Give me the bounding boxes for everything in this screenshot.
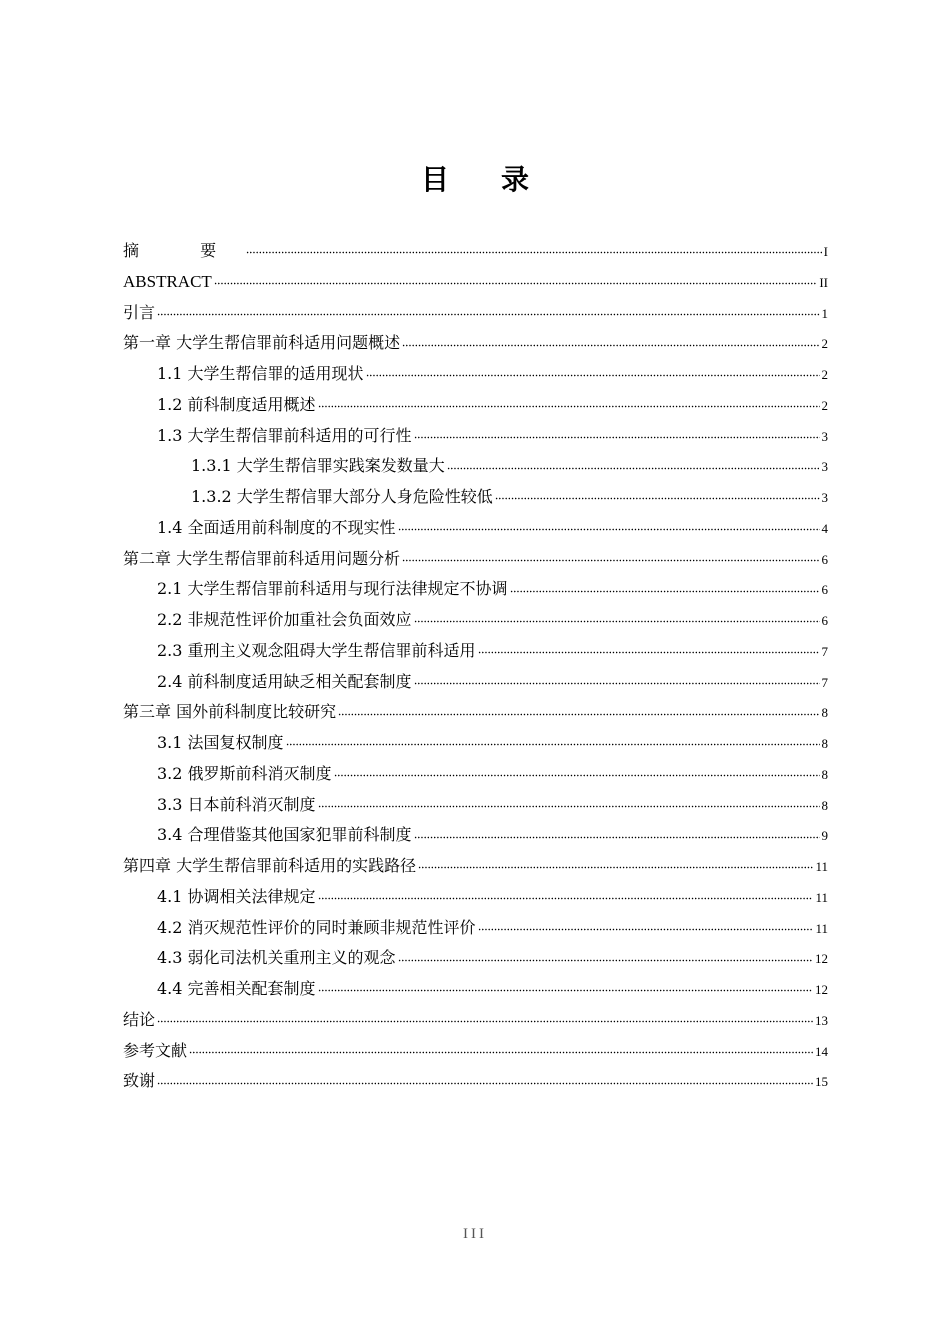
table-of-contents xyxy=(123,236,828,1097)
toc-entry-page-number: 3 xyxy=(821,490,828,505)
toc-entry[interactable] xyxy=(123,421,828,452)
toc-entry[interactable] xyxy=(123,267,828,298)
toc-entry-page-number: 8 xyxy=(821,766,828,782)
toc-entry-title: 致谢 xyxy=(123,1071,156,1091)
toc-entry-title: 1.3 大学生帮信罪前科适用的可行性 xyxy=(157,425,412,445)
dot-leader xyxy=(414,617,820,627)
toc-entry-page-number: 6 xyxy=(821,613,828,628)
page-number-footer: III xyxy=(463,1226,487,1242)
toc-entry-page-number: 11 xyxy=(815,889,828,905)
toc-entry[interactable] xyxy=(123,390,828,421)
toc-entry-page-number: 11 xyxy=(815,920,828,936)
toc-entry[interactable] xyxy=(123,1036,828,1067)
toc-title: 目录 xyxy=(420,163,581,196)
toc-entry-title: 3.4 合理借鉴其他国家犯罪前科制度 xyxy=(157,825,412,845)
toc-entry-title: 4.3 弱化司法机关重刑主义的观念 xyxy=(157,948,396,968)
toc-entry-title: 1.4 全面适用前科制度的不现实性 xyxy=(157,517,396,537)
toc-entry-title: 4.4 完善相关配套制度 xyxy=(157,979,316,998)
dot-leader xyxy=(189,1047,813,1057)
toc-entry-title: 1.2 前科制度适用概述 xyxy=(157,394,316,414)
toc-entry-page-number: 7 xyxy=(821,674,828,690)
toc-entry-page-number: 15 xyxy=(815,1074,828,1090)
toc-entry-page-number: 6 xyxy=(821,582,828,598)
dot-leader xyxy=(414,678,820,688)
toc-entry-title: 2.4 前科制度适用缺乏相关配套制度 xyxy=(157,671,412,691)
toc-entry[interactable] xyxy=(123,636,828,667)
dot-leader xyxy=(478,924,814,934)
dot-leader xyxy=(318,402,820,412)
toc-entry-title: 1.3.1 大学生帮信罪实践案发数量大 xyxy=(191,456,445,476)
toc-entry-title: 1.1 大学生帮信罪的适用现状 xyxy=(157,364,364,383)
toc-entry-page-number: 1 xyxy=(821,305,828,321)
toc-entry-page-number: 8 xyxy=(821,705,828,721)
toc-entry-page-number: 14 xyxy=(815,1043,828,1059)
toc-entry[interactable] xyxy=(123,1066,828,1097)
dot-leader xyxy=(447,463,820,473)
toc-entry-page-number: 6 xyxy=(821,551,828,567)
toc-entry-title: 3.3 日本前科消灭制度 xyxy=(157,794,316,814)
toc-entry[interactable] xyxy=(123,574,828,605)
dot-leader xyxy=(402,340,819,350)
toc-entry[interactable] xyxy=(123,697,828,728)
toc-entry-title: 2.3 重刑主义观念阻碍大学生帮信罪前科适用 xyxy=(157,640,476,660)
toc-entry-page-number: 9 xyxy=(821,828,828,844)
toc-entry-page-number: 8 xyxy=(821,736,828,751)
toc-entry-title: 3.1 法国复权制度 xyxy=(157,733,284,752)
dot-leader xyxy=(318,801,820,811)
dot-leader xyxy=(157,1017,813,1027)
toc-entry[interactable] xyxy=(123,605,828,636)
toc-entry-title: 引言 xyxy=(123,302,156,322)
toc-entry-title: 结论 xyxy=(123,1009,156,1029)
toc-entry[interactable] xyxy=(123,359,828,390)
dot-leader xyxy=(318,986,813,996)
dot-leader xyxy=(338,709,819,719)
dot-leader xyxy=(318,894,814,904)
toc-entry-page-number: 2 xyxy=(821,397,828,413)
dot-leader xyxy=(414,832,820,842)
toc-entry-page-number: 12 xyxy=(815,982,828,997)
dot-leader xyxy=(398,525,820,535)
toc-entry[interactable] xyxy=(123,236,828,267)
toc-entry-page-number: I xyxy=(823,244,828,259)
toc-entry[interactable] xyxy=(123,820,828,851)
toc-entry-title: 参考文献 xyxy=(123,1040,188,1060)
toc-entry-title: 1.3.2 大学生帮信罪大部分人身危险性较低 xyxy=(191,487,493,506)
dot-leader xyxy=(418,863,813,873)
toc-entry-page-number: II xyxy=(819,274,828,290)
toc-entry[interactable] xyxy=(123,482,828,513)
toc-entry[interactable] xyxy=(123,544,828,575)
toc-entry-page-number: 13 xyxy=(815,1012,828,1028)
toc-entry-page-number: 12 xyxy=(815,951,828,967)
toc-entry-page-number: 8 xyxy=(821,797,828,813)
toc-entry[interactable] xyxy=(123,667,828,698)
dot-leader xyxy=(214,279,818,289)
toc-entry-title: 4.2 消灭规范性评价的同时兼顾非规范性评价 xyxy=(157,917,476,937)
toc-entry[interactable] xyxy=(123,790,828,821)
dot-leader xyxy=(495,494,820,504)
dot-leader xyxy=(246,248,822,258)
toc-entry-title: 第一章 大学生帮信罪前科适用问题概述 xyxy=(123,333,401,353)
toc-entry[interactable] xyxy=(123,328,828,359)
toc-entry-title: 2.1 大学生帮信罪前科适用与现行法律规定不协调 xyxy=(157,579,508,599)
toc-entry[interactable] xyxy=(123,759,828,790)
toc-entry[interactable] xyxy=(123,913,828,944)
toc-entry[interactable] xyxy=(123,513,828,544)
toc-entry-title: 2.2 非规范性评价加重社会负面效应 xyxy=(157,610,412,629)
dot-leader xyxy=(286,740,820,750)
toc-entry-page-number: 11 xyxy=(815,859,828,874)
toc-entry-page-number: 7 xyxy=(821,643,828,659)
dot-leader xyxy=(414,432,820,442)
dot-leader xyxy=(334,771,820,781)
toc-entry[interactable] xyxy=(123,851,828,882)
toc-entry-title: 摘 要 xyxy=(123,241,245,260)
dot-leader xyxy=(402,555,819,565)
toc-entry-page-number: 3 xyxy=(821,428,828,444)
toc-entry[interactable] xyxy=(123,298,828,329)
dot-leader xyxy=(478,648,820,658)
toc-entry-page-number: 4 xyxy=(821,520,828,536)
toc-entry-page-number: 3 xyxy=(821,459,828,475)
toc-entry-page-number: 2 xyxy=(821,336,828,352)
toc-entry[interactable] xyxy=(123,974,828,1005)
toc-entry-title: 第三章 国外前科制度比较研究 xyxy=(123,702,337,722)
toc-entry-title: 第二章 大学生帮信罪前科适用问题分析 xyxy=(123,548,401,568)
toc-entry[interactable] xyxy=(123,728,828,759)
dot-leader xyxy=(510,586,820,596)
dot-leader xyxy=(398,955,813,965)
toc-entry[interactable] xyxy=(123,1005,828,1036)
toc-entry[interactable] xyxy=(123,451,828,482)
toc-entry-title: 第四章 大学生帮信罪前科适用的实践路径 xyxy=(123,856,417,875)
dot-leader xyxy=(157,309,819,319)
toc-entry-page-number: 2 xyxy=(821,367,828,382)
toc-entry-title: ABSTRACT xyxy=(123,271,212,291)
toc-entry[interactable] xyxy=(123,943,828,974)
dot-leader xyxy=(157,1078,813,1088)
toc-entry-title: 4.1 协调相关法律规定 xyxy=(157,886,316,906)
dot-leader xyxy=(366,371,820,381)
toc-entry[interactable] xyxy=(123,882,828,913)
toc-entry-title: 3.2 俄罗斯前科消灭制度 xyxy=(157,763,332,783)
